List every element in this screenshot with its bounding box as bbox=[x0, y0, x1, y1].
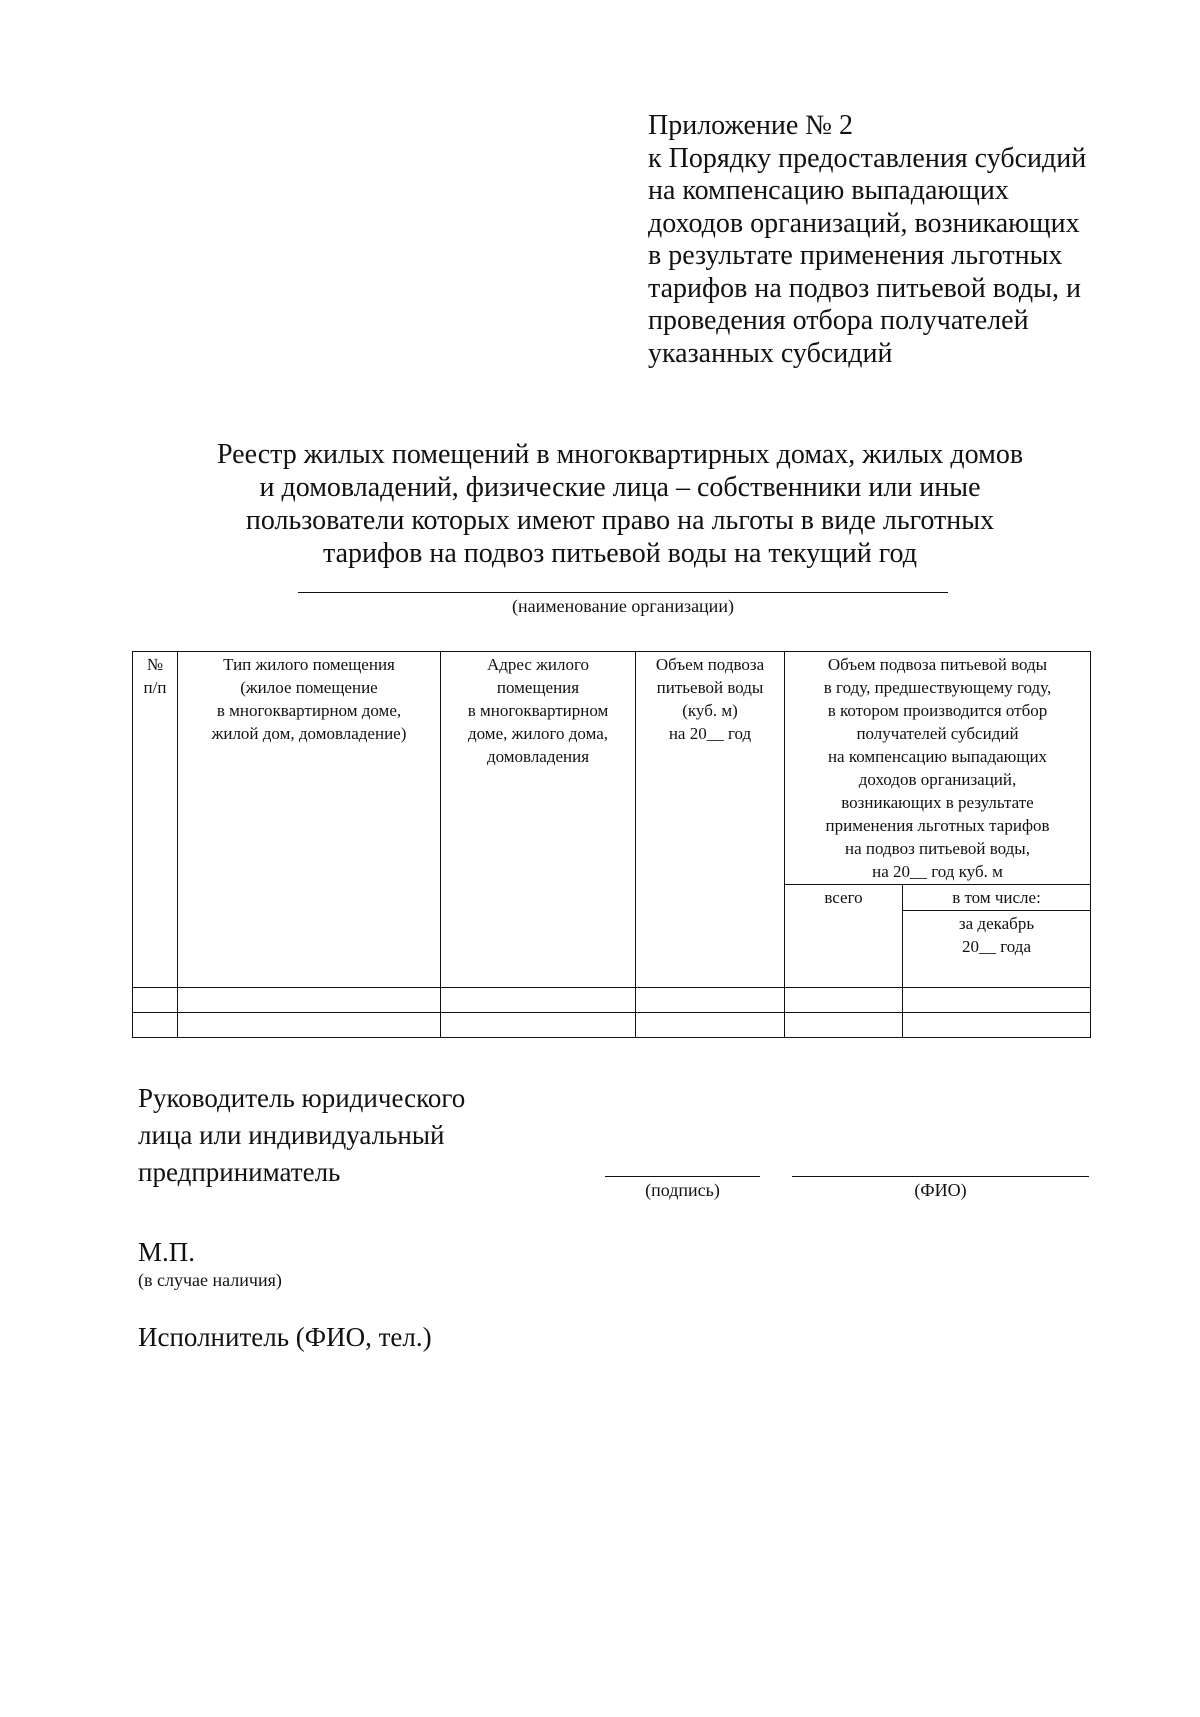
table-cell[interactable] bbox=[441, 1013, 636, 1038]
appendix-line: к Порядку предоставления субсидий bbox=[648, 142, 1087, 174]
header-prev-line: в году, предшествующему году, bbox=[823, 678, 1052, 697]
table-cell[interactable] bbox=[636, 988, 785, 1013]
title-line: тарифов на подвоз питьевой воды на текущий год bbox=[322, 538, 917, 569]
appendix-header bbox=[648, 110, 1108, 370]
full-name-line[interactable] bbox=[792, 1176, 1089, 1177]
table-row bbox=[133, 1013, 1091, 1038]
header-prev-line: возникающих в результате bbox=[841, 793, 1034, 812]
appendix-line: указанных субсидий bbox=[648, 337, 893, 369]
signer-line: Руководитель юридического bbox=[138, 1083, 466, 1113]
organization-name-line bbox=[298, 592, 948, 593]
header-volume: Объем подвоза питьевой воды (куб. м) на 20__ год bbox=[636, 652, 785, 988]
table-cell[interactable] bbox=[636, 1013, 785, 1038]
appendix-line: тарифов на подвоз питьевой воды, и bbox=[648, 272, 1081, 304]
appendix-line: в результате применения льготных bbox=[648, 240, 1063, 271]
subheader-including: в том числе: bbox=[903, 885, 1091, 911]
title-line: пользователи которых имеют право на льготы в виде льготных bbox=[245, 505, 995, 536]
table-row bbox=[133, 988, 1091, 1013]
table-cell[interactable] bbox=[903, 1013, 1091, 1038]
subheader-december: за декабрь 20__ года bbox=[903, 911, 1091, 988]
header-prev-line: Объем подвоза питьевой воды bbox=[827, 655, 1048, 674]
header-prev-line: на подвоз питьевой воды, bbox=[845, 839, 1030, 858]
header-number: № п/п bbox=[133, 652, 178, 988]
stamp-note: (в случае наличия) bbox=[138, 1270, 282, 1290]
header-prev-line: в котором производится отбор bbox=[827, 701, 1048, 720]
table-cell[interactable] bbox=[178, 1013, 441, 1038]
table-cell[interactable] bbox=[785, 1013, 903, 1038]
appendix-line: на компенсацию выпадающих bbox=[648, 175, 1009, 206]
table-header-row bbox=[133, 652, 1091, 885]
signature-line[interactable] bbox=[605, 1176, 760, 1177]
signer-line: предприниматель bbox=[138, 1157, 341, 1187]
header-prev-line: получателей субсидий bbox=[856, 724, 1019, 743]
header-prev-line: применения льготных тарифов bbox=[825, 816, 1050, 835]
header-premises-type: Тип жилого помещения (жилое помещение в многоквартирном доме, жилой дом, домовладение) bbox=[178, 652, 441, 988]
registry-table bbox=[132, 651, 1091, 1038]
header-prev-line: на 20__ год куб. м bbox=[872, 862, 1003, 881]
header-prev-line: доходов организаций, bbox=[858, 770, 1017, 789]
appendix-line: доходов организаций, возникающих bbox=[648, 207, 1080, 239]
table-cell[interactable] bbox=[785, 988, 903, 1013]
organization-caption: (наименование организации) bbox=[512, 596, 734, 616]
subheader-total: всего bbox=[785, 885, 903, 988]
signer-line: лица или индивидуальный bbox=[138, 1120, 445, 1150]
table-cell[interactable] bbox=[133, 1013, 178, 1038]
full-name-caption: (ФИО) bbox=[914, 1180, 967, 1200]
signature-caption: (подпись) bbox=[645, 1180, 720, 1200]
appendix-line: проведения отбора получателей bbox=[648, 305, 1029, 336]
stamp-label: М.П. bbox=[138, 1237, 196, 1267]
title-line: Реестр жилых помещений в многоквартирных домах, жилых домов bbox=[216, 439, 1024, 470]
executor-label: Исполнитель (ФИО, тел.) bbox=[138, 1322, 432, 1352]
header-address: Адрес жилого помещения в многоквартирном доме, жилого дома, домовладения bbox=[441, 652, 636, 988]
header-previous-year-volume bbox=[785, 652, 1091, 885]
appendix-line: Приложение № 2 bbox=[648, 110, 853, 141]
table-cell[interactable] bbox=[133, 988, 178, 1013]
signer-title bbox=[138, 1080, 465, 1191]
document-title bbox=[170, 438, 1070, 570]
header-prev-line: на компенсацию выпадающих bbox=[827, 747, 1048, 766]
title-line: и домовладений, физические лица – собственники или иные bbox=[259, 472, 981, 503]
table-cell[interactable] bbox=[903, 988, 1091, 1013]
table-cell[interactable] bbox=[178, 988, 441, 1013]
table-cell[interactable] bbox=[441, 988, 636, 1013]
